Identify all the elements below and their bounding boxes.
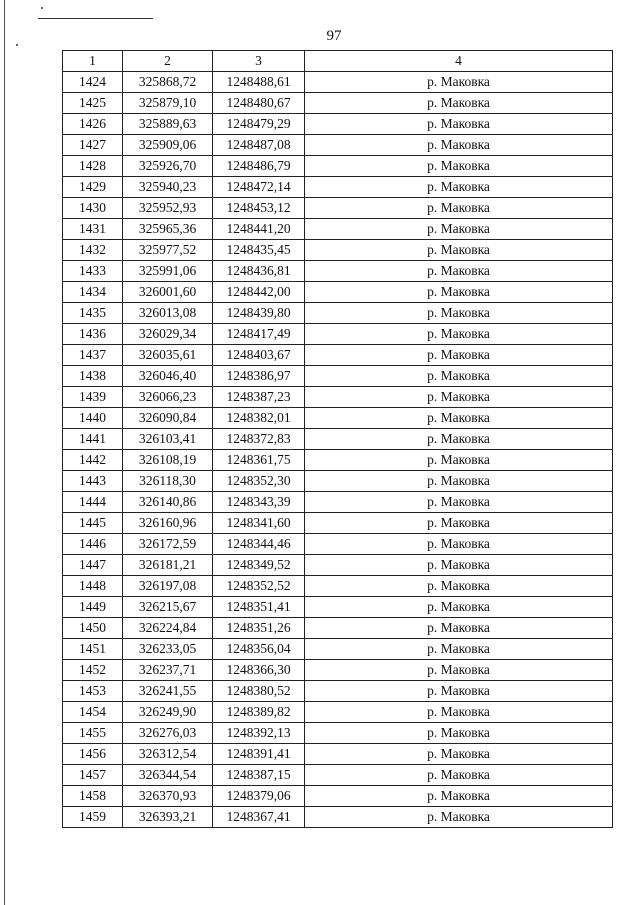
- x-coordinate-cell: 326215,67: [123, 597, 213, 618]
- point-number-cell: 1430: [63, 198, 123, 219]
- point-number-cell: 1446: [63, 534, 123, 555]
- description-cell: р. Маковка: [305, 261, 613, 282]
- point-number-cell: 1437: [63, 345, 123, 366]
- point-number-cell: 1432: [63, 240, 123, 261]
- y-coordinate-cell: 1248349,52: [213, 555, 305, 576]
- x-coordinate-cell: 326172,59: [123, 534, 213, 555]
- point-number-cell: 1441: [63, 429, 123, 450]
- x-coordinate-cell: 325940,23: [123, 177, 213, 198]
- point-number-cell: 1456: [63, 744, 123, 765]
- y-coordinate-cell: 1248352,52: [213, 576, 305, 597]
- table-row: [63, 72, 613, 93]
- table-row: [63, 660, 613, 681]
- table-row: [63, 93, 613, 114]
- table-row: [63, 765, 613, 786]
- description-cell: р. Маковка: [305, 513, 613, 534]
- table-row: [63, 786, 613, 807]
- description-cell: р. Маковка: [305, 765, 613, 786]
- x-coordinate-cell: 326029,34: [123, 324, 213, 345]
- table-row: [63, 177, 613, 198]
- description-cell: р. Маковка: [305, 156, 613, 177]
- point-number-cell: 1436: [63, 324, 123, 345]
- table-row: [63, 135, 613, 156]
- description-cell: р. Маковка: [305, 471, 613, 492]
- description-cell: р. Маковка: [305, 429, 613, 450]
- point-number-cell: 1452: [63, 660, 123, 681]
- description-cell: р. Маковка: [305, 387, 613, 408]
- description-cell: р. Маковка: [305, 219, 613, 240]
- y-coordinate-cell: 1248372,83: [213, 429, 305, 450]
- point-number-cell: 1425: [63, 93, 123, 114]
- point-number-cell: 1457: [63, 765, 123, 786]
- y-coordinate-cell: 1248366,30: [213, 660, 305, 681]
- y-coordinate-cell: 1248488,61: [213, 72, 305, 93]
- y-coordinate-cell: 1248386,97: [213, 366, 305, 387]
- description-cell: р. Маковка: [305, 786, 613, 807]
- table-row: [63, 303, 613, 324]
- description-cell: р. Маковка: [305, 408, 613, 429]
- point-number-cell: 1428: [63, 156, 123, 177]
- description-cell: р. Маковка: [305, 660, 613, 681]
- table-row: [63, 345, 613, 366]
- x-coordinate-cell: 325965,36: [123, 219, 213, 240]
- point-number-cell: 1442: [63, 450, 123, 471]
- x-coordinate-cell: 326035,61: [123, 345, 213, 366]
- x-coordinate-cell: 326103,41: [123, 429, 213, 450]
- description-cell: р. Маковка: [305, 72, 613, 93]
- y-coordinate-cell: 1248403,67: [213, 345, 305, 366]
- description-cell: р. Маковка: [305, 198, 613, 219]
- point-number-cell: 1455: [63, 723, 123, 744]
- y-coordinate-cell: 1248344,46: [213, 534, 305, 555]
- x-coordinate-cell: 326224,84: [123, 618, 213, 639]
- x-coordinate-cell: 326090,84: [123, 408, 213, 429]
- y-coordinate-cell: 1248351,26: [213, 618, 305, 639]
- table-row: [63, 555, 613, 576]
- column-header: 3: [213, 51, 305, 72]
- description-cell: р. Маковка: [305, 597, 613, 618]
- x-coordinate-cell: 325952,93: [123, 198, 213, 219]
- x-coordinate-cell: 326249,90: [123, 702, 213, 723]
- x-coordinate-cell: 326197,08: [123, 576, 213, 597]
- description-cell: р. Маковка: [305, 555, 613, 576]
- point-number-cell: 1427: [63, 135, 123, 156]
- point-number-cell: 1458: [63, 786, 123, 807]
- description-cell: р. Маковка: [305, 450, 613, 471]
- description-cell: р. Маковка: [305, 345, 613, 366]
- table-row: [63, 219, 613, 240]
- column-header: 4: [305, 51, 613, 72]
- description-cell: р. Маковка: [305, 177, 613, 198]
- x-coordinate-cell: 325926,70: [123, 156, 213, 177]
- point-number-cell: 1443: [63, 471, 123, 492]
- description-cell: р. Маковка: [305, 723, 613, 744]
- description-cell: р. Маковка: [305, 135, 613, 156]
- point-number-cell: 1424: [63, 72, 123, 93]
- point-number-cell: 1439: [63, 387, 123, 408]
- y-coordinate-cell: 1248439,80: [213, 303, 305, 324]
- description-cell: р. Маковка: [305, 492, 613, 513]
- y-coordinate-cell: 1248436,81: [213, 261, 305, 282]
- column-header: 2: [123, 51, 213, 72]
- table-row: [63, 198, 613, 219]
- coordinates-table: [62, 50, 613, 828]
- table-row: [63, 408, 613, 429]
- table-row: [63, 492, 613, 513]
- description-cell: р. Маковка: [305, 93, 613, 114]
- point-number-cell: 1453: [63, 681, 123, 702]
- table-row: [63, 114, 613, 135]
- table-row: [63, 429, 613, 450]
- scan-edge-line: [4, 0, 5, 905]
- table-row: [63, 597, 613, 618]
- table-row: [63, 807, 613, 828]
- description-cell: р. Маковка: [305, 681, 613, 702]
- x-coordinate-cell: 326370,93: [123, 786, 213, 807]
- description-cell: р. Маковка: [305, 744, 613, 765]
- y-coordinate-cell: 1248391,41: [213, 744, 305, 765]
- x-coordinate-cell: 325889,63: [123, 114, 213, 135]
- point-number-cell: 1444: [63, 492, 123, 513]
- page-number: 97: [326, 28, 342, 44]
- y-coordinate-cell: 1248352,30: [213, 471, 305, 492]
- point-number-cell: 1447: [63, 555, 123, 576]
- table-row: [63, 261, 613, 282]
- point-number-cell: 1445: [63, 513, 123, 534]
- x-coordinate-cell: 326237,71: [123, 660, 213, 681]
- point-number-cell: 1426: [63, 114, 123, 135]
- table-row: [63, 324, 613, 345]
- x-coordinate-cell: 326013,08: [123, 303, 213, 324]
- table-row: [63, 681, 613, 702]
- y-coordinate-cell: 1248389,82: [213, 702, 305, 723]
- description-cell: р. Маковка: [305, 534, 613, 555]
- description-cell: р. Маковка: [305, 639, 613, 660]
- x-coordinate-cell: 326181,21: [123, 555, 213, 576]
- description-cell: р. Маковка: [305, 114, 613, 135]
- y-coordinate-cell: 1248486,79: [213, 156, 305, 177]
- x-coordinate-cell: 325868,72: [123, 72, 213, 93]
- scan-edge-mark: [38, 18, 153, 19]
- y-coordinate-cell: 1248341,60: [213, 513, 305, 534]
- y-coordinate-cell: 1248387,23: [213, 387, 305, 408]
- x-coordinate-cell: 326118,30: [123, 471, 213, 492]
- table-row: [63, 744, 613, 765]
- point-number-cell: 1449: [63, 597, 123, 618]
- y-coordinate-cell: 1248351,41: [213, 597, 305, 618]
- y-coordinate-cell: 1248487,08: [213, 135, 305, 156]
- x-coordinate-cell: 326046,40: [123, 366, 213, 387]
- description-cell: р. Маковка: [305, 303, 613, 324]
- x-coordinate-cell: 326276,03: [123, 723, 213, 744]
- y-coordinate-cell: 1248441,20: [213, 219, 305, 240]
- x-coordinate-cell: 325879,10: [123, 93, 213, 114]
- table-row: [63, 282, 613, 303]
- x-coordinate-cell: 326393,21: [123, 807, 213, 828]
- description-cell: р. Маковка: [305, 618, 613, 639]
- y-coordinate-cell: 1248435,45: [213, 240, 305, 261]
- y-coordinate-cell: 1248382,01: [213, 408, 305, 429]
- x-coordinate-cell: 326344,54: [123, 765, 213, 786]
- scan-speck: [41, 7, 43, 9]
- x-coordinate-cell: 326233,05: [123, 639, 213, 660]
- point-number-cell: 1438: [63, 366, 123, 387]
- y-coordinate-cell: 1248380,52: [213, 681, 305, 702]
- y-coordinate-cell: 1248472,14: [213, 177, 305, 198]
- table-row: [63, 513, 613, 534]
- table-row: [63, 723, 613, 744]
- x-coordinate-cell: 326312,54: [123, 744, 213, 765]
- y-coordinate-cell: 1248343,39: [213, 492, 305, 513]
- y-coordinate-cell: 1248417,49: [213, 324, 305, 345]
- x-coordinate-cell: 325909,06: [123, 135, 213, 156]
- table-row: [63, 156, 613, 177]
- point-number-cell: 1429: [63, 177, 123, 198]
- description-cell: р. Маковка: [305, 324, 613, 345]
- x-coordinate-cell: 326241,55: [123, 681, 213, 702]
- description-cell: р. Маковка: [305, 366, 613, 387]
- point-number-cell: 1450: [63, 618, 123, 639]
- x-coordinate-cell: 325977,52: [123, 240, 213, 261]
- y-coordinate-cell: 1248356,04: [213, 639, 305, 660]
- x-coordinate-cell: 325991,06: [123, 261, 213, 282]
- point-number-cell: 1448: [63, 576, 123, 597]
- table-row: [63, 618, 613, 639]
- table-row: [63, 471, 613, 492]
- point-number-cell: 1451: [63, 639, 123, 660]
- y-coordinate-cell: 1248392,13: [213, 723, 305, 744]
- y-coordinate-cell: 1248480,67: [213, 93, 305, 114]
- table-row: [63, 639, 613, 660]
- point-number-cell: 1431: [63, 219, 123, 240]
- description-cell: р. Маковка: [305, 240, 613, 261]
- description-cell: р. Маковка: [305, 576, 613, 597]
- point-number-cell: 1454: [63, 702, 123, 723]
- table-row: [63, 576, 613, 597]
- x-coordinate-cell: 326160,96: [123, 513, 213, 534]
- point-number-cell: 1434: [63, 282, 123, 303]
- table-row: [63, 450, 613, 471]
- y-coordinate-cell: 1248442,00: [213, 282, 305, 303]
- x-coordinate-cell: 326108,19: [123, 450, 213, 471]
- y-coordinate-cell: 1248367,41: [213, 807, 305, 828]
- table-row: [63, 366, 613, 387]
- point-number-cell: 1433: [63, 261, 123, 282]
- column-header: 1: [63, 51, 123, 72]
- description-cell: р. Маковка: [305, 282, 613, 303]
- x-coordinate-cell: 326140,86: [123, 492, 213, 513]
- point-number-cell: 1440: [63, 408, 123, 429]
- table-header-row: [63, 51, 613, 72]
- y-coordinate-cell: 1248479,29: [213, 114, 305, 135]
- point-number-cell: 1459: [63, 807, 123, 828]
- description-cell: р. Маковка: [305, 702, 613, 723]
- table-row: [63, 387, 613, 408]
- table-row: [63, 240, 613, 261]
- y-coordinate-cell: 1248453,12: [213, 198, 305, 219]
- y-coordinate-cell: 1248379,06: [213, 786, 305, 807]
- description-cell: р. Маковка: [305, 807, 613, 828]
- x-coordinate-cell: 326066,23: [123, 387, 213, 408]
- table-row: [63, 702, 613, 723]
- point-number-cell: 1435: [63, 303, 123, 324]
- y-coordinate-cell: 1248361,75: [213, 450, 305, 471]
- x-coordinate-cell: 326001,60: [123, 282, 213, 303]
- y-coordinate-cell: 1248387,15: [213, 765, 305, 786]
- table-row: [63, 534, 613, 555]
